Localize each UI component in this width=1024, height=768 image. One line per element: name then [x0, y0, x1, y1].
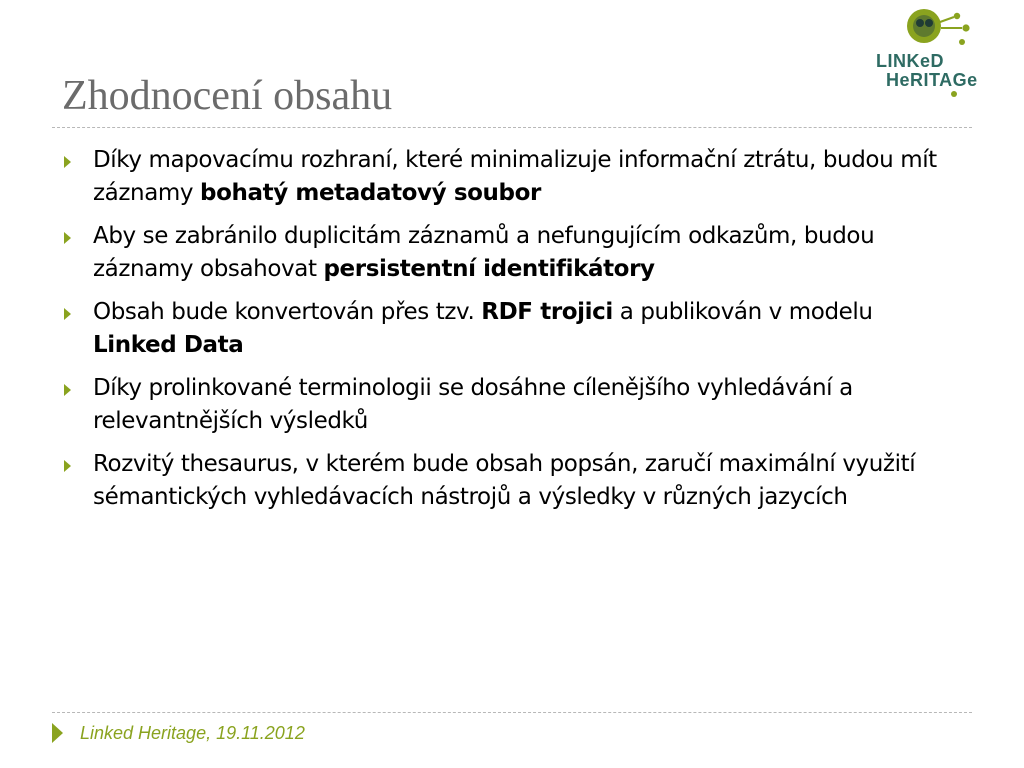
bullet-text: Obsah bude konvertován přes tzv.	[93, 299, 482, 325]
bullet-bold-text-2: Linked Data	[93, 332, 244, 358]
bullet-list	[62, 144, 962, 524]
bullet-item	[62, 220, 962, 286]
logo-text-line1: LINKeD	[876, 51, 945, 71]
bullet-triangle-icon	[64, 156, 71, 168]
title-divider	[52, 127, 972, 128]
logo-emblem-icon	[874, 6, 994, 56]
logo-dot-icon	[944, 90, 964, 104]
bullet-text: Díky mapovacímu rozhraní, které minimalizuje informační ztrátu, budou mít záznamy	[93, 147, 937, 206]
bullet-bold-text: bohatý metadatový soubor	[200, 180, 541, 206]
bullet-item	[62, 448, 962, 514]
bullet-bold-text: persistentní identifikátory	[323, 256, 655, 282]
bullet-triangle-icon	[64, 232, 71, 244]
bullet-item	[62, 144, 962, 210]
logo-text-line2: HeRITAGe	[886, 70, 978, 90]
footer-divider	[52, 712, 972, 713]
footer-text: Linked Heritage, 19.11.2012	[80, 723, 305, 743]
linked-heritage-logo	[874, 6, 994, 96]
bullet-triangle-icon	[64, 308, 71, 320]
bullet-item	[62, 296, 962, 362]
bullet-text: Díky prolinkované terminologii se dosáhne cílenějšího vyhledávání a relevantnějších výsledků	[93, 375, 853, 434]
bullet-bold-text: RDF trojici	[481, 299, 613, 325]
slide-title: Zhodnocení obsahu	[62, 73, 393, 119]
bullet-triangle-icon	[64, 460, 71, 472]
bullet-item	[62, 372, 962, 438]
bullet-text: Aby se zabránilo duplicitám záznamů a nefungujícím odkazům, budou záznamy obsahovat	[93, 223, 875, 282]
bullet-triangle-icon	[64, 384, 71, 396]
bullet-text: Rozvitý thesaurus, v kterém bude obsah popsán, zaručí maximální využití sémantických vyhledávacích nástrojů a výsledky v různých jazycích	[93, 451, 916, 510]
footer-triangle-icon	[52, 723, 63, 743]
bullet-text-after: a publikován v modelu	[612, 299, 873, 325]
